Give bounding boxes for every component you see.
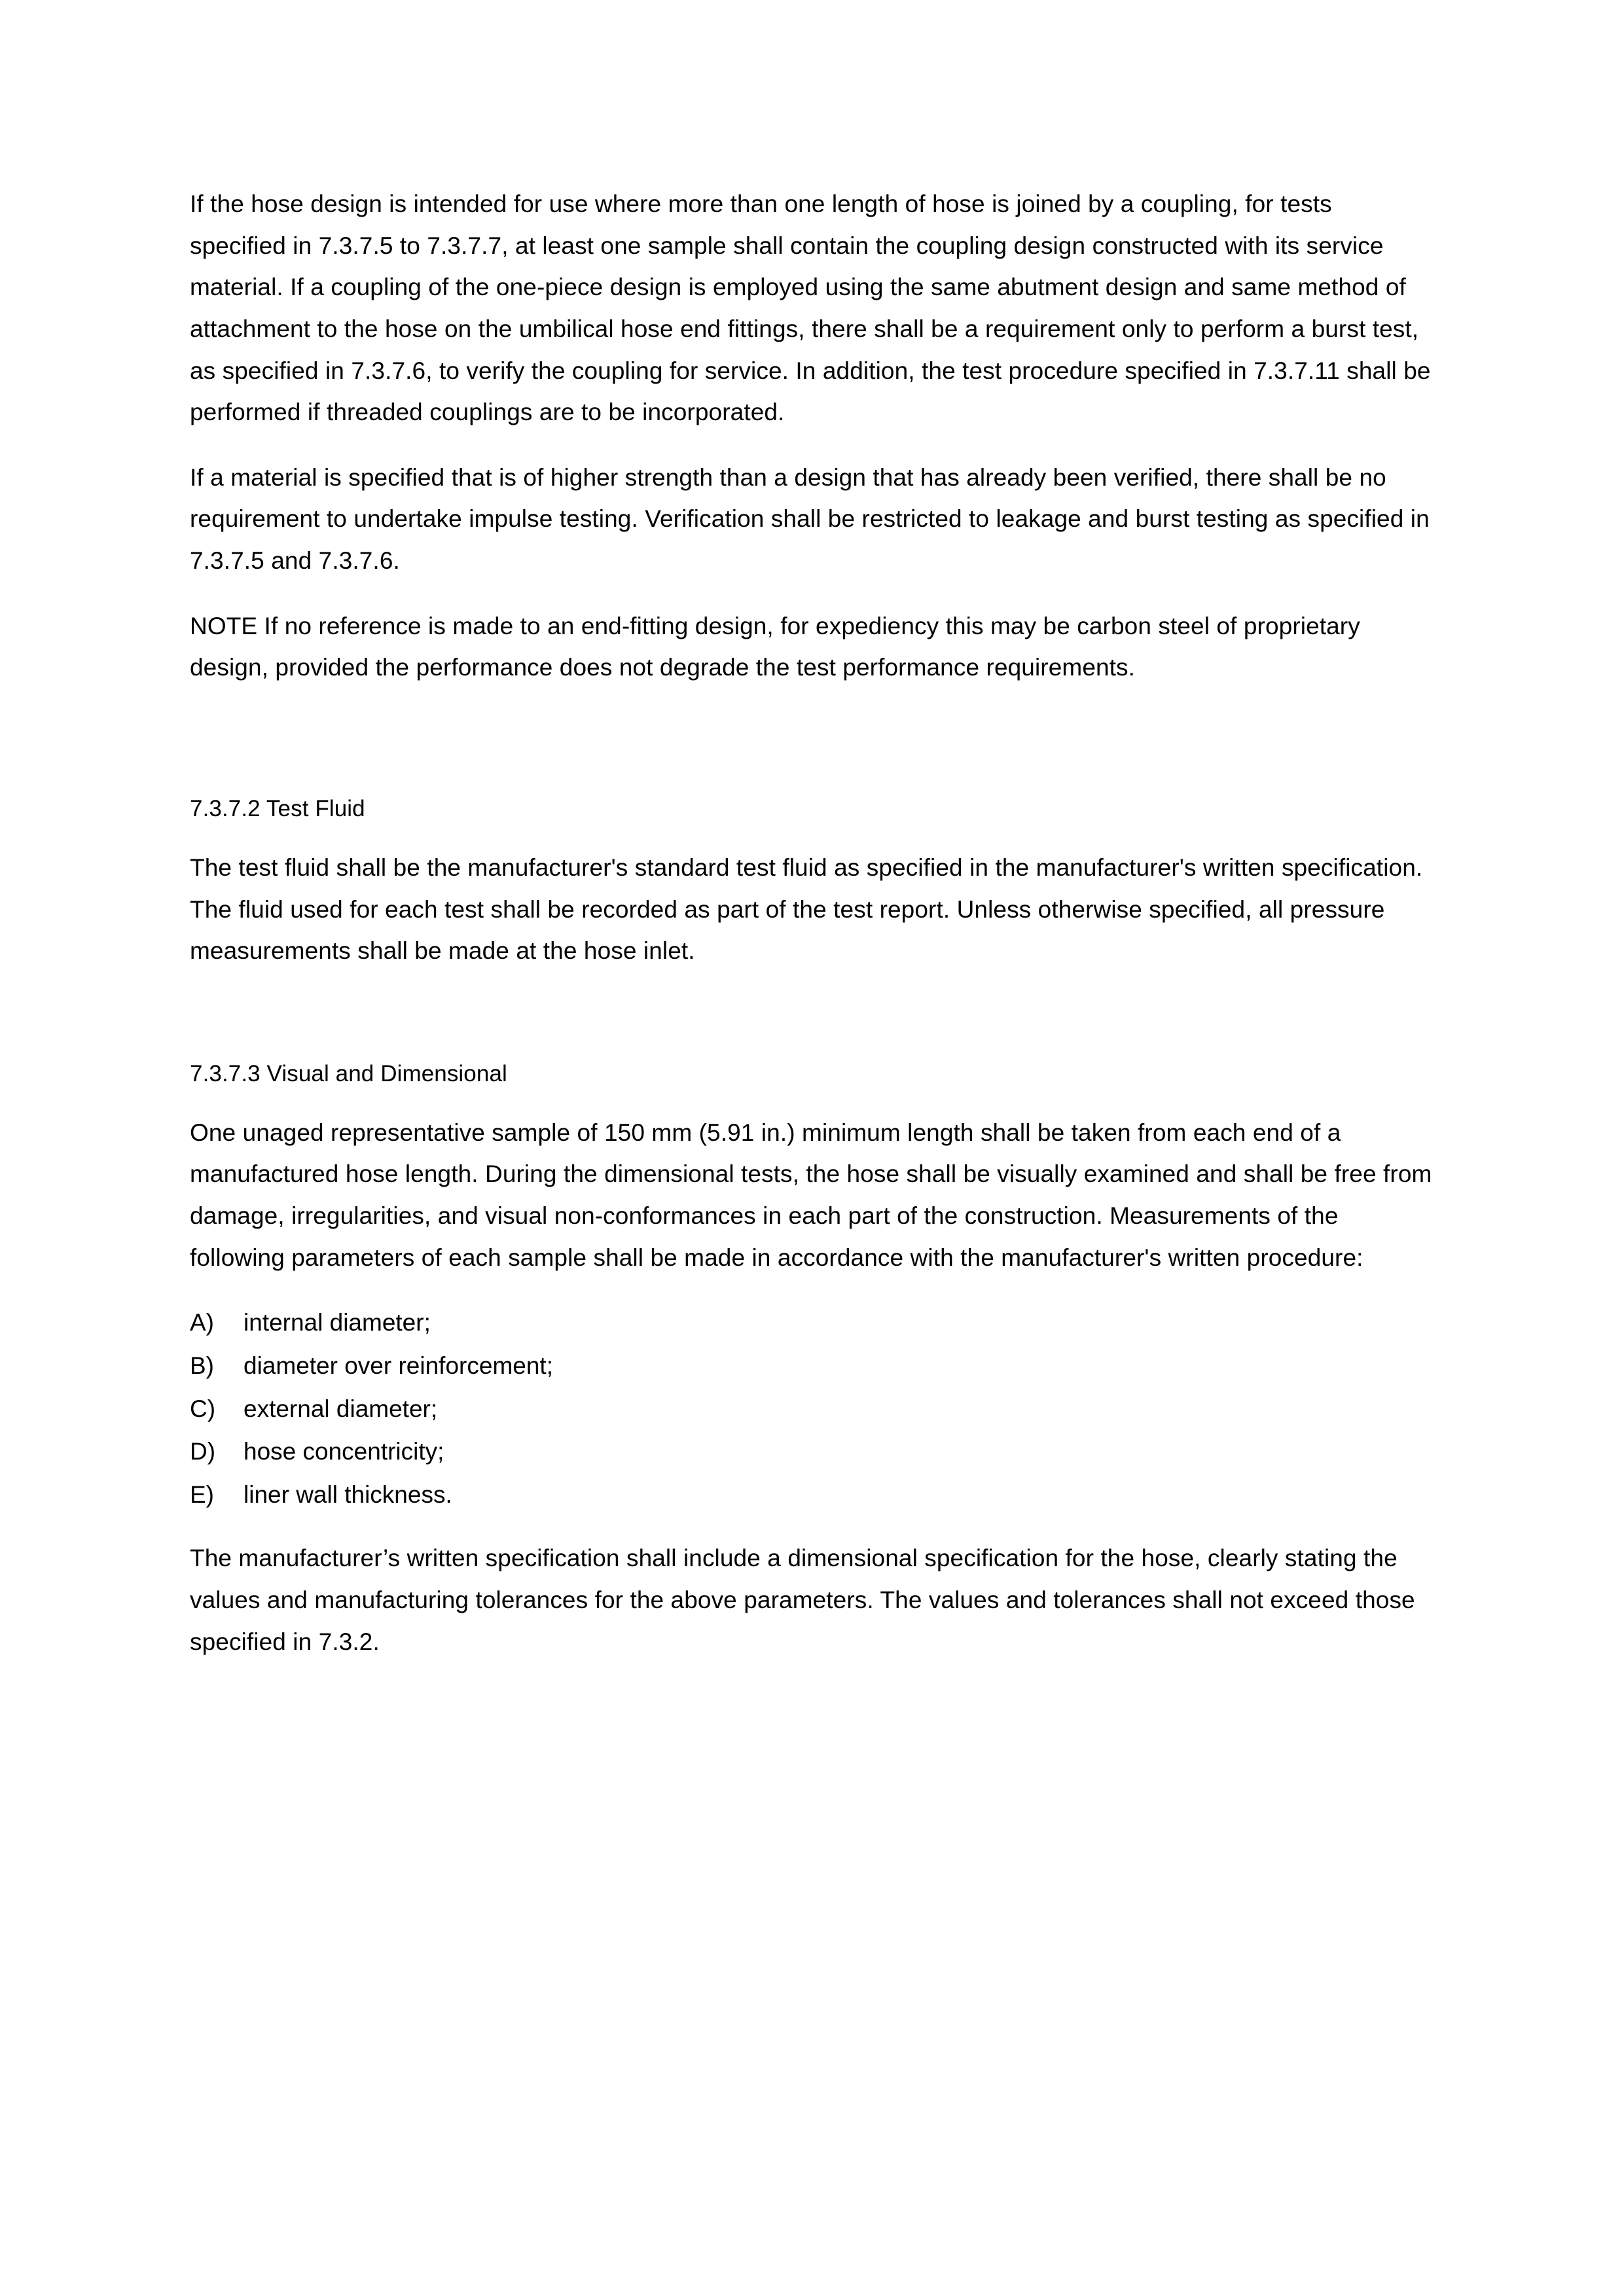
paragraph-note-end-fitting: NOTE If no reference is made to an end-fitting design, for expediency this may be carbon steel of proprietary design, provided the performance does not degrade the test performance requirements. bbox=[190, 612, 1360, 681]
heading-visual-and-dimensional: 7.3.7.3 Visual and Dimensional bbox=[190, 1060, 507, 1086]
list-item-marker: E) bbox=[190, 1480, 214, 1508]
paragraph-visual-dimensional: One unaged representative sample of 150 mm (5.91 in.) minimum length shall be taken from each end of a manufactured hose length. During the dimensional tests, the hose shall be visually examined and shall be free from damage, irregularities, and visual non-conformances in each part of the construction. Measurements of the following parameters of each sample shall be made in accordance with the manufacturer's written procedure: bbox=[190, 1119, 1432, 1271]
section-spacer-2 bbox=[190, 996, 1434, 1056]
section-spacer-1 bbox=[190, 712, 1434, 791]
paragraph-material-strength: If a material is specified that is of higher strength than a design that has already been verified, there shall be no requirement to undertake impulse testing. Verification shall be restricted to leakage and burst testing as specified in 7.3.7.5 and 7.3.7.6. bbox=[190, 463, 1430, 574]
list-item-label: hose concentricity; bbox=[244, 1438, 444, 1465]
paragraph-coupling-requirements: If the hose design is intended for use where more than one length of hose is joined by a coupling, for tests specified in 7.3.7.5 to 7.3.7.7, at least one sample shall contain the coupling design constructed with its service material. If a coupling of the one-piece design is employed using the same abutment design and same method of attachment to the hose on the umbilical hose end fittings, there shall be a requirement only to perform a burst test, as specified in 7.3.7.6, to verify the coupling for service. In addition, the test procedure specified in 7.3.7.11 shall be performed if threaded couplings are to be incorporated. bbox=[190, 190, 1431, 426]
list-item-label: external diameter; bbox=[244, 1395, 438, 1422]
list-item-label: diameter over reinforcement; bbox=[244, 1352, 553, 1379]
list-item bbox=[190, 1388, 1434, 1430]
list-item-marker: A) bbox=[190, 1309, 214, 1336]
parameter-list bbox=[190, 1302, 1434, 1515]
list-item-marker: B) bbox=[190, 1352, 214, 1379]
paragraph-dimensional-specification: The manufacturer’s written specification shall include a dimensional specification for the hose, clearly stating the values and manufacturing tolerances for the above parameters. The values and tolerances shall not exceed those specified in 7.3.2. bbox=[190, 1545, 1415, 1655]
list-item-label: liner wall thickness. bbox=[244, 1480, 452, 1508]
list-item-label: internal diameter; bbox=[244, 1309, 431, 1336]
list-item bbox=[190, 1345, 1434, 1387]
list-item-marker: C) bbox=[190, 1395, 216, 1422]
list-item bbox=[190, 1431, 1434, 1473]
list-item-marker: D) bbox=[190, 1438, 216, 1465]
list-item bbox=[190, 1474, 1434, 1516]
paragraph-test-fluid: The test fluid shall be the manufacturer's standard test fluid as specified in the manufacturer's written specification. The fluid used for each test shall be recorded as part of the test report. Unless otherwise specified, all pressure measurements shall be made at the hose inlet. bbox=[190, 853, 1423, 965]
list-item bbox=[190, 1302, 1434, 1344]
heading-test-fluid: 7.3.7.2 Test Fluid bbox=[190, 795, 365, 821]
